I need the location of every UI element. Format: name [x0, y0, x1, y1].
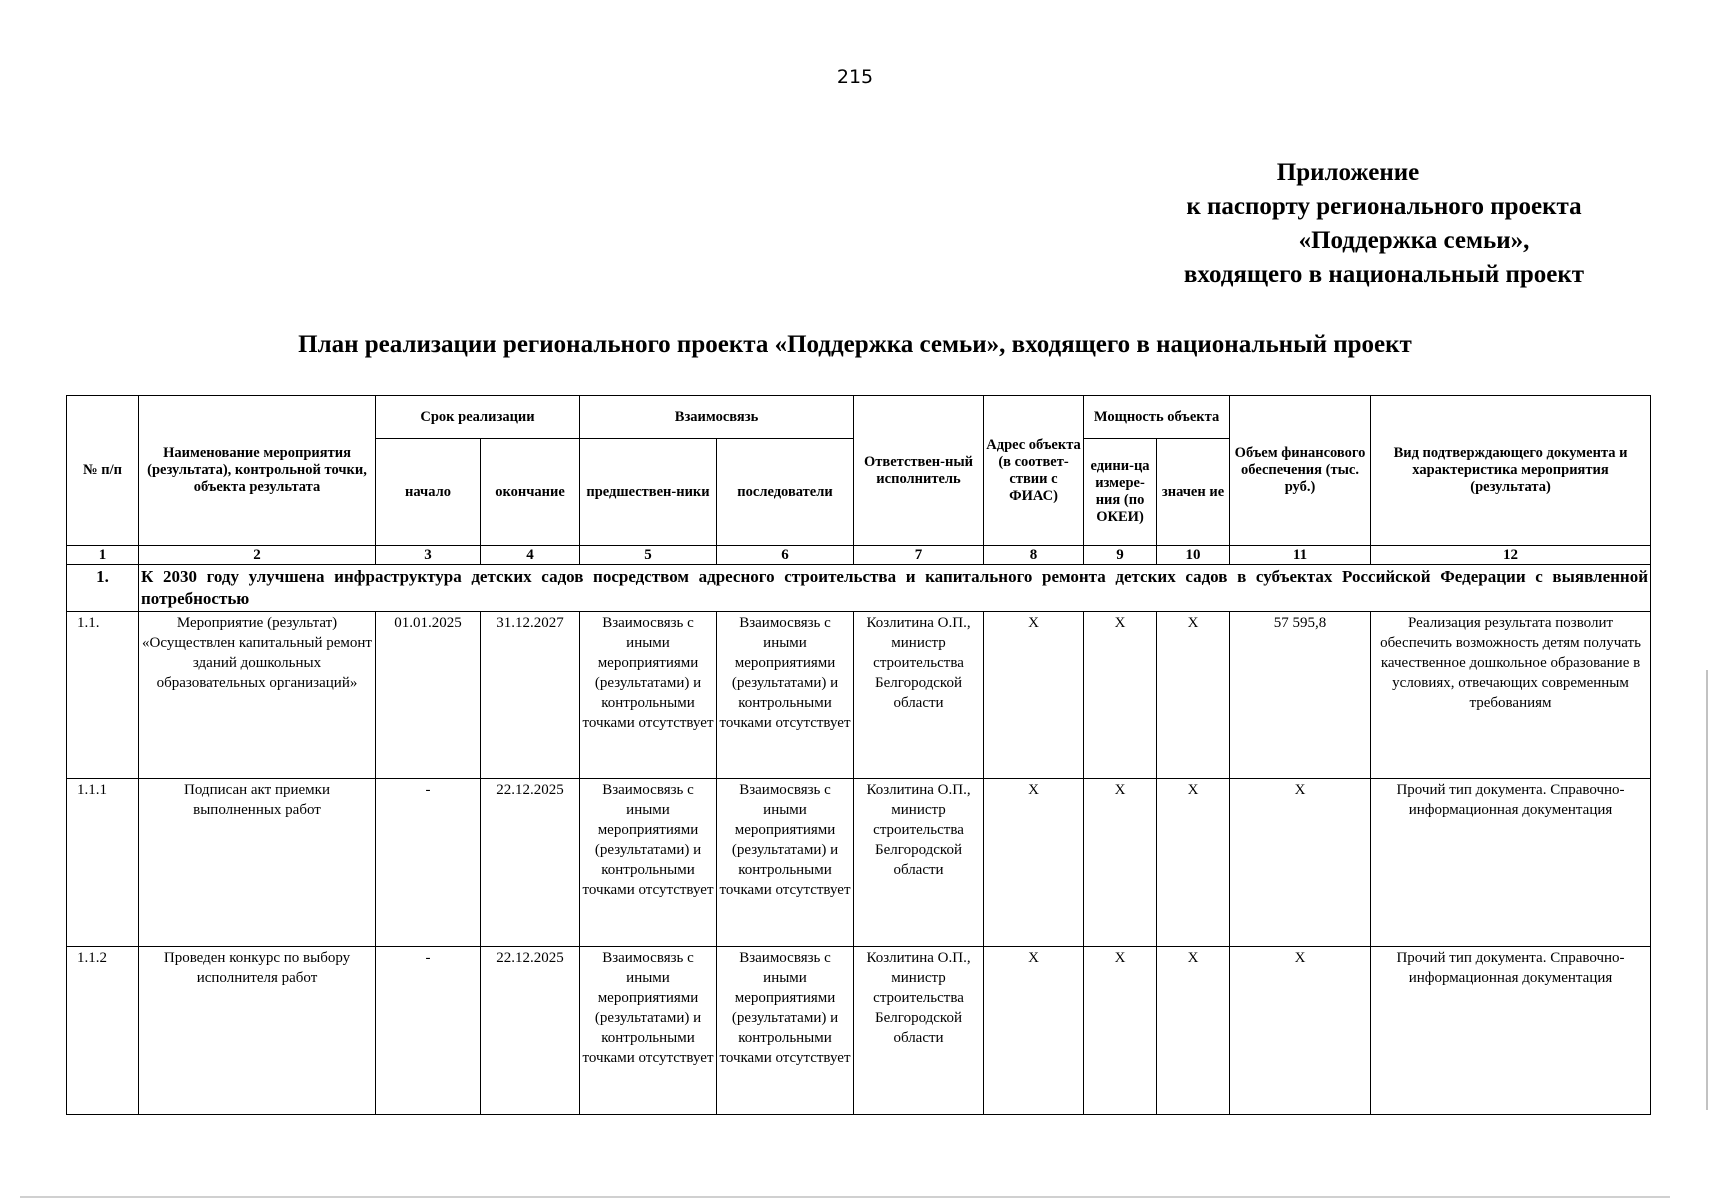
- row-finance: 57 595,8: [1230, 612, 1371, 779]
- row-number: 1.1.2: [67, 947, 139, 1115]
- row-prev: Взаимосвязь с иными мероприятиями (результатами) и контрольными точками отсутствует: [580, 779, 717, 947]
- row-number: 1.1.: [67, 612, 139, 779]
- page-number: 215: [836, 66, 874, 88]
- row-end: 31.12.2027: [481, 612, 580, 779]
- row-start: -: [376, 947, 481, 1115]
- row-end: 22.12.2025: [481, 947, 580, 1115]
- header-term-end: окончание: [481, 439, 580, 546]
- header-term-start: начало: [376, 439, 481, 546]
- row-address: X: [984, 779, 1084, 947]
- row-start: -: [376, 779, 481, 947]
- plan-table: [66, 395, 1651, 1115]
- row-value: X: [1157, 779, 1230, 947]
- column-number: 1: [67, 546, 139, 565]
- header-name: Наименование мероприятия (результата), контрольной точки, объекта результата: [139, 396, 376, 546]
- column-number: 2: [139, 546, 376, 565]
- column-number: 10: [1157, 546, 1230, 565]
- header-capacity-value: значен ие: [1157, 439, 1230, 546]
- appendix-line-2: к паспорту регионального проекта: [1186, 193, 1582, 220]
- row-next: Взаимосвязь с иными мероприятиями (результатами) и контрольными точками отсутствует: [717, 612, 854, 779]
- column-number: 3: [376, 546, 481, 565]
- column-number: 4: [481, 546, 580, 565]
- column-number: 9: [1084, 546, 1157, 565]
- table-row: [67, 947, 1651, 1115]
- header-link-prev: предшествен-ники: [580, 439, 717, 546]
- column-number: 5: [580, 546, 717, 565]
- section-number: 1.: [67, 565, 139, 612]
- row-document: Прочий тип документа. Справочно-информационная документация: [1371, 947, 1651, 1115]
- section-row: [67, 565, 1651, 612]
- plan-title: План реализации регионального проекта «Поддержка семьи», входящего в национальный проект: [298, 331, 1412, 358]
- row-name: Мероприятие (результат) «Осуществлен капитальный ремонт зданий дошкольных образовательных организаций»: [139, 612, 376, 779]
- column-number-row: [67, 546, 1651, 565]
- table-row: [67, 612, 1651, 779]
- table-row: [67, 779, 1651, 947]
- header-capacity-unit: едини-ца измере-ния (по ОКЕИ): [1084, 439, 1157, 546]
- header-address: Адрес объекта (в соответ-ствии с ФИАС): [984, 396, 1084, 546]
- header-row-top: [67, 396, 1651, 439]
- column-number: 8: [984, 546, 1084, 565]
- column-number: 7: [854, 546, 984, 565]
- column-number: 11: [1230, 546, 1371, 565]
- row-next: Взаимосвязь с иными мероприятиями (результатами) и контрольными точками отсутствует: [717, 947, 854, 1115]
- section-text: К 2030 году улучшена инфраструктура детских садов посредством адресного строительства и капитального ремонта детских садов в субъектах Российской Федерации с выявленной потребностью: [139, 565, 1651, 612]
- appendix-line-3: «Поддержка семьи»,: [1298, 227, 1530, 254]
- header-num: № п/п: [67, 396, 139, 546]
- row-document: Прочий тип документа. Справочно-информационная документация: [1371, 779, 1651, 947]
- header-capacity: Мощность объекта: [1084, 396, 1230, 439]
- row-prev: Взаимосвязь с иными мероприятиями (результатами) и контрольными точками отсутствует: [580, 612, 717, 779]
- row-finance: X: [1230, 779, 1371, 947]
- row-unit: X: [1084, 779, 1157, 947]
- header-link-next: последователи: [717, 439, 854, 546]
- header-term: Срок реализации: [376, 396, 580, 439]
- row-finance: X: [1230, 947, 1371, 1115]
- scan-artifact: [20, 1196, 1670, 1198]
- scan-artifact: [1706, 670, 1708, 1110]
- header-responsible: Ответствен-ный исполнитель: [854, 396, 984, 546]
- row-value: X: [1157, 947, 1230, 1115]
- row-end: 22.12.2025: [481, 779, 580, 947]
- row-name: Проведен конкурс по выбору исполнителя работ: [139, 947, 376, 1115]
- row-value: X: [1157, 612, 1230, 779]
- header-link: Взаимосвязь: [580, 396, 854, 439]
- column-number: 12: [1371, 546, 1651, 565]
- column-number: 6: [717, 546, 854, 565]
- header-document: Вид подтверждающего документа и характеристика мероприятия (результата): [1371, 396, 1651, 546]
- row-document: Реализация результата позволит обеспечить возможность детям получать качественное дошкольное образование в условиях, отвечающих современным требованиям: [1371, 612, 1651, 779]
- row-start: 01.01.2025: [376, 612, 481, 779]
- row-responsible: Козлитина О.П., министр строительства Белгородской области: [854, 947, 984, 1115]
- appendix-line-4: входящего в национальный проект: [1183, 261, 1585, 288]
- row-next: Взаимосвязь с иными мероприятиями (результатами) и контрольными точками отсутствует: [717, 779, 854, 947]
- row-unit: X: [1084, 947, 1157, 1115]
- appendix-line-1: Приложение: [1276, 159, 1420, 186]
- row-prev: Взаимосвязь с иными мероприятиями (результатами) и контрольными точками отсутствует: [580, 947, 717, 1115]
- row-address: X: [984, 947, 1084, 1115]
- row-responsible: Козлитина О.П., министр строительства Белгородской области: [854, 779, 984, 947]
- row-address: X: [984, 612, 1084, 779]
- header-finance: Объем финансового обеспечения (тыс. руб.): [1230, 396, 1371, 546]
- row-responsible: Козлитина О.П., министр строительства Белгородской области: [854, 612, 984, 779]
- row-name: Подписан акт приемки выполненных работ: [139, 779, 376, 947]
- row-number: 1.1.1: [67, 779, 139, 947]
- row-unit: X: [1084, 612, 1157, 779]
- appendix-header: [1124, 156, 1644, 292]
